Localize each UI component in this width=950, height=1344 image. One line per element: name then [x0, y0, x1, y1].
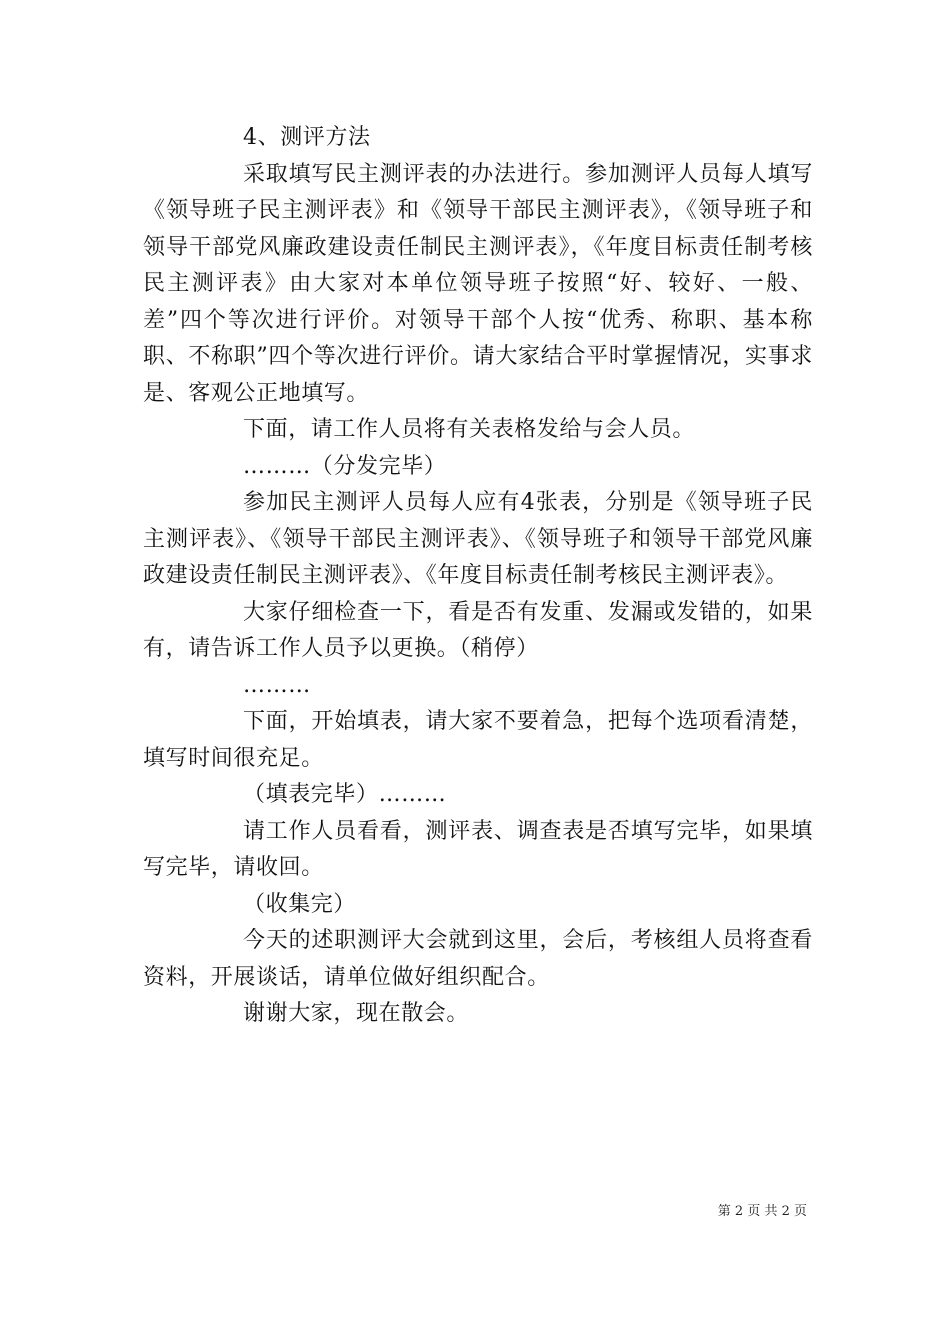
- document-body: [143, 120, 813, 1033]
- paragraph-collect-done: （收集完）: [243, 891, 357, 917]
- section-heading: 4、测评方法: [243, 125, 371, 150]
- paragraph-collect: 请工作人员看看，测评表、调查表是否填写完毕，如果填写完毕，请收回。: [143, 818, 813, 880]
- paragraph-fill-done: （填表完毕）………: [243, 782, 447, 807]
- paragraph-check: 大家仔细检查一下，看是否有发重、发漏或发错的，如果有，请告诉工作人员予以更换。（稍停）: [143, 599, 813, 661]
- page-footer: 第 2 页 共 2 页: [717, 1204, 807, 1219]
- paragraph-distribute-done: ………（分发完毕）: [243, 453, 447, 479]
- paragraph-ellipsis: ………: [243, 672, 311, 698]
- paragraph-fill-start: 下面，开始填表，请大家不要着急，把每个选项看清楚，填写时间很充足。: [143, 709, 813, 771]
- paragraph-method: 采取填写民主测评表的办法进行。参加测评人员每人填写《领导班子民主测评表》和《领导干部民主测评表》，《领导班子和领导干部党风廉政建设责任制民主测评表》，《年度目标责任制考核民主测评表》由大家对本单位领导班子按照“好、较好、一般、差”四个等次进行评价。对领导干部个人按“优秀、称职、基本称职、不称职”四个等次进行评价。请大家结合平时掌握情况，实事求是、客观公正地填写。: [143, 161, 813, 406]
- paragraph-dismiss: 谢谢大家，现在散会。: [243, 1001, 470, 1026]
- paragraph-distribute: 下面，请工作人员将有关表格发给与会人员。: [243, 417, 696, 442]
- paragraph-forms-list: 参加民主测评人员每人应有4张表，分别是《领导班子民主测评表》、《领导干部民主测评表》、《领导班子和领导干部党风廉政建设责任制民主测评表》、《年度目标责任制考核民主测评表》。: [143, 490, 813, 588]
- paragraph-closing: 今天的述职测评大会就到这里，会后，考核组人员将查看资料，开展谈话，请单位做好组织配合。: [143, 928, 813, 990]
